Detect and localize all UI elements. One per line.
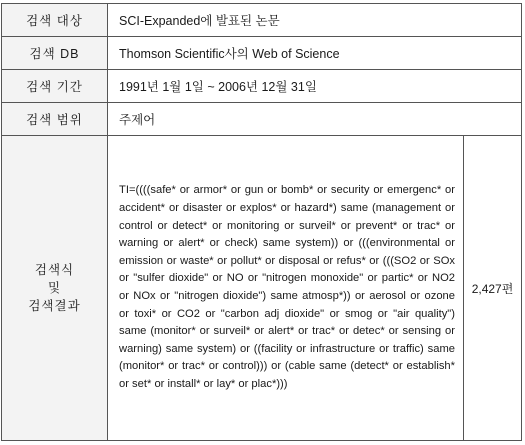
label-search-target: 검색 대상 bbox=[2, 4, 108, 37]
row-query-result bbox=[2, 136, 522, 441]
value-search-period: 1991년 1월 1일 ~ 2006년 12월 31일 bbox=[108, 70, 522, 103]
value-search-scope: 주제어 bbox=[108, 103, 522, 136]
label-line-query: 검색식 bbox=[34, 263, 75, 277]
value-search-db: Thomson Scientific사의 Web of Science bbox=[108, 37, 522, 70]
search-query-text: TI=((((safe* or armor* or gun or bomb* or security or emergenc* or accident* or disaster or explos* or hazard*) same (management or control or detect* or monitoring or surveil* or prevent* or trac* or warning or alert* or check) same system)) or (((environmental or emission or waste* or pollut* or disposal or refus* or (((SO2 or SOx or "sulfer dioxide" or NO or "nitrogen monoxide" or partic* or NO2 or NOx or "nitrogen dioxide") same atmosp*)) or aerosol or ozone or toxi* or CO2 or "carbon adj dioxide" or smog or "air quality") same (monitor* or surveil* or alert* or trac* or detec* or sensing or warning) same system) or ((facility or infrastructure or traffic) same (monitor* or trac* or control))) or (cable same (detect* or establish* or set* or install* or lay* or plac*))) bbox=[108, 136, 464, 441]
row-search-period bbox=[2, 70, 522, 103]
row-search-db bbox=[2, 37, 522, 70]
row-search-scope bbox=[2, 103, 522, 136]
label-search-period: 검색 기간 bbox=[2, 70, 108, 103]
value-search-target: SCI-Expanded에 발표된 논문 bbox=[108, 4, 522, 37]
label-search-db: 검색 DB bbox=[2, 37, 108, 70]
label-query-result bbox=[2, 136, 108, 441]
label-line-and: 및 bbox=[47, 281, 62, 295]
row-search-target bbox=[2, 4, 522, 37]
label-search-scope: 검색 범위 bbox=[2, 103, 108, 136]
label-line-result: 검색결과 bbox=[28, 299, 81, 313]
result-count: 2,427편 bbox=[464, 136, 522, 441]
search-criteria-table bbox=[1, 3, 522, 441]
